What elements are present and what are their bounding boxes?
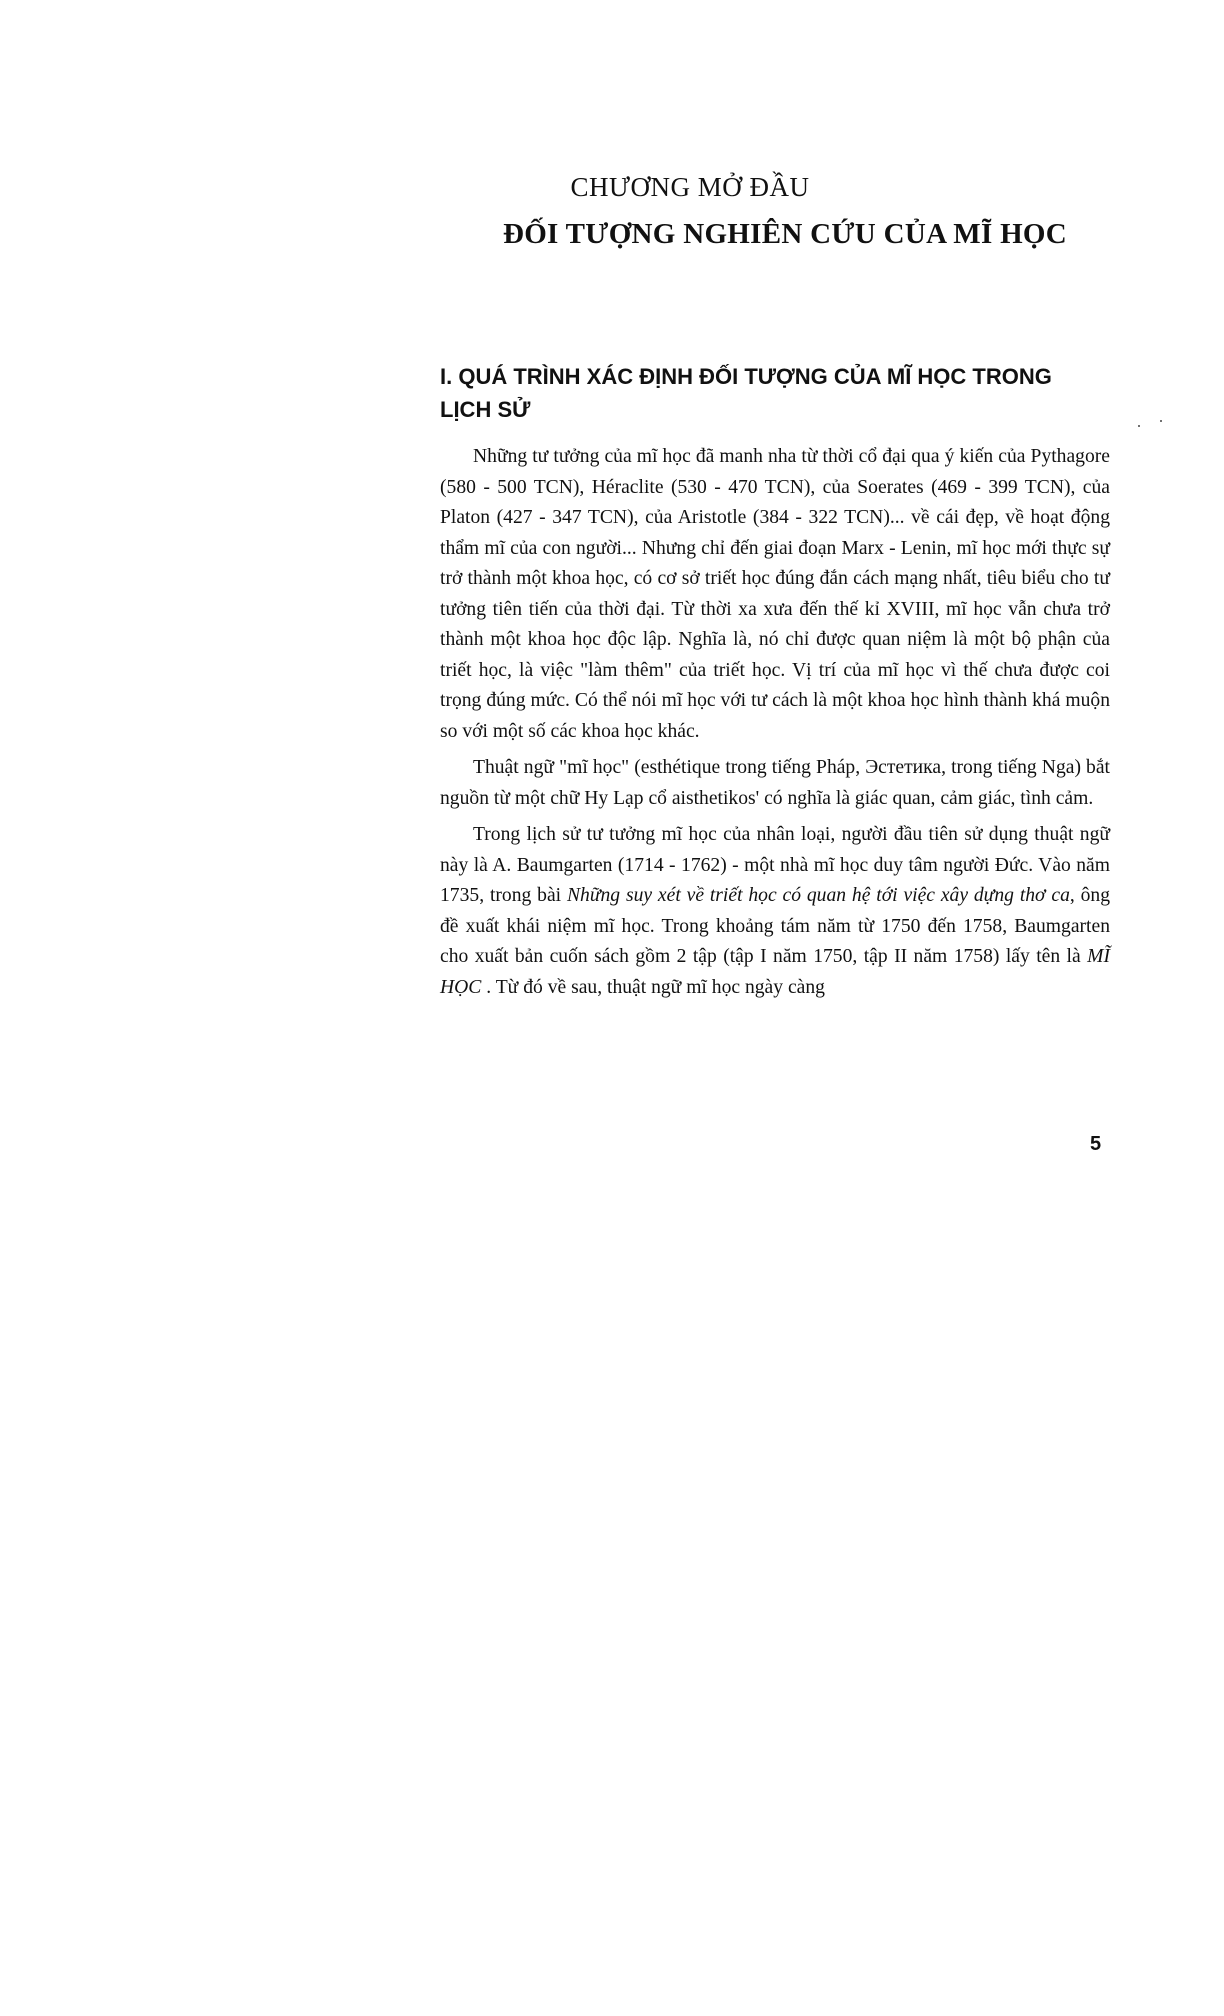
page-number: 5 (1090, 1133, 1102, 1155)
paragraph-3-work-title: Những suy xét về triết học có quan hệ tới việc xây dựng thơ ca (566, 885, 1070, 906)
chapter-title: ĐỐI TƯỢNG NGHIÊN CỨU CỦA MĨ HỌC (502, 218, 1068, 250)
scan-speck (1160, 420, 1162, 422)
paragraph-3-book-title: MĨ HỌC (440, 946, 1110, 998)
paragraph-3-text-b: , ông đề xuất khái niệm mĩ học. Trong khoảng tám năm từ 1750 đến 1758, Baumgarten cho xuất bản cuốn sách gồm 2 tập (tập I năm 1750, tập II năm 1758) lấy tên là (440, 885, 1111, 967)
scan-speck (1138, 425, 1140, 427)
body-text (440, 442, 1110, 1009)
section-heading: I. QUÁ TRÌNH XÁC ĐỊNH ĐỐI TƯỢNG CỦA MĨ HỌC TRONG LỊCH SỬ (440, 364, 1052, 422)
paragraph-3-text-c: . Từ đó về sau, thuật ngữ mĩ học ngày càng (481, 976, 825, 998)
paragraph-2: Thuật ngữ "mĩ học" (esthétique trong tiếng Pháp, Эстетика, trong tiếng Nga) bắt nguồn từ một chữ Hy Lạp cổ aisthetikos' có nghĩa là giác quan, cảm giác, tình cảm. (440, 757, 1110, 809)
chapter-label: CHƯƠNG MỞ ĐẦU (570, 172, 810, 202)
paragraph-1: Những tư tưởng của mĩ học đã manh nha từ thời cổ đại qua ý kiến của Pythagore (580 - 500 TCN), Héraclite (530 - 470 TCN), của Soerates (469 - 399 TCN), của Platon (427 - 347 TCN), của Aristotle (384 - 322 TCN)... về cái đẹp, về hoạt động thẩm mĩ của con người... Nhưng chỉ đến giai đoạn Marx - Lenin, mĩ học mới thực sự trở thành một khoa học, có cơ sở triết học đúng đắn cách mạng nhất, tiêu biểu cho tư tưởng tiên tiến của thời đại. Từ thời xa xưa đến thế kỉ XVIII, mĩ học vẫn chưa trở thành một khoa học độc lập. Nghĩa là, nó chỉ được quan niệm là một bộ phận của triết học, là việc "làm thêm" của triết học. Vị trí của mĩ học vì thế chưa được coi trọng đúng mức. Có thể nói mĩ học với tư cách là một khoa học hình thành khá muộn so với một số các khoa học khác. (440, 446, 1110, 742)
paragraph-3 (440, 820, 1110, 1003)
paragraph-3-text-a: Trong lịch sử tư tưởng mĩ học của nhân loại, người đầu tiên sử dụng thuật ngữ này là A. Baumgarten (1714 - 1762) - một nhà mĩ học duy tâm người Đức. Vào năm 1735, trong bài (440, 824, 1110, 906)
